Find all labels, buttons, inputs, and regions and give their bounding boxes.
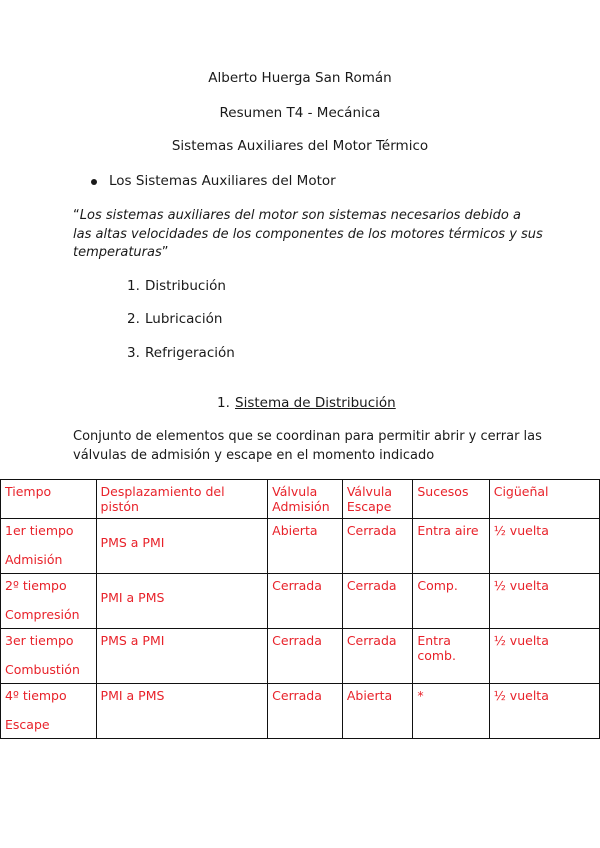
header-cell: Sucesos <box>413 480 489 519</box>
header-cell: Válvula Admisión <box>268 480 343 519</box>
escape-cell: Cerrada <box>342 629 413 684</box>
desplazamiento-cell <box>96 684 268 739</box>
header-cell: Cigüeñal <box>489 480 599 519</box>
list-number: 2. <box>127 311 140 327</box>
list-item <box>127 311 222 327</box>
ciguenal-cell: ½ vuelta <box>489 629 599 684</box>
section-title: Sistema de Distribución <box>235 395 396 411</box>
quote-open-mark: “ <box>73 208 80 223</box>
tiempo-cell <box>1 519 97 574</box>
quote-close-mark: ” <box>161 245 169 260</box>
desplazamiento-value: PMS a PMI <box>100 535 165 550</box>
section-description: Conjunto de elementos que se coordinan para permitir abrir y cerrar las válvulas de admisión y escape en el momento indicado <box>73 429 542 463</box>
tiempo-label: 4º tiempo <box>5 688 67 703</box>
fase-label: Compresión <box>5 607 80 622</box>
bullet-item: Los Sistemas Auxiliares del Motor <box>109 173 336 189</box>
ciguenal-cell: ½ vuelta <box>489 684 599 739</box>
escape-cell: Cerrada <box>342 519 413 574</box>
list-number: 1. <box>127 278 140 294</box>
author-name: Alberto Huerga San Román <box>208 70 392 86</box>
header-cell: Válvula Escape <box>342 480 413 519</box>
fase-label: Admisión <box>5 552 63 567</box>
admision-cell: Cerrada <box>268 574 343 629</box>
distribution-table <box>0 479 600 739</box>
desplazamiento-cell <box>96 574 268 629</box>
tiempo-label: 1er tiempo <box>5 523 74 538</box>
list-label: Distribución <box>145 278 226 294</box>
list-label: Refrigeración <box>145 345 235 361</box>
admision-cell: Cerrada <box>268 629 343 684</box>
list-label: Lubricación <box>145 311 223 327</box>
quote-text: Los sistemas auxiliares del motor son sistemas necesarios debido a las altas velocidades de los componentes de los motores térmicos y sus temperaturas <box>73 208 543 260</box>
section-number: 1. <box>217 395 230 411</box>
bullet-icon <box>91 179 97 185</box>
admision-cell: Cerrada <box>268 684 343 739</box>
tiempo-label: 2º tiempo <box>5 578 67 593</box>
desplazamiento-cell <box>96 519 268 574</box>
tiempo-label: 3er tiempo <box>5 633 74 648</box>
admision-cell: Abierta <box>268 519 343 574</box>
escape-cell: Cerrada <box>342 574 413 629</box>
list-item <box>127 345 235 361</box>
list-item <box>127 278 226 294</box>
table-row <box>1 684 600 739</box>
sucesos-cell: Entra comb. <box>413 629 489 684</box>
header-cell: Desplazamiento del pistón <box>96 480 268 519</box>
escape-cell: Abierta <box>342 684 413 739</box>
table-header-row <box>1 480 600 519</box>
sucesos-cell: Entra aire <box>413 519 489 574</box>
sucesos-cell: Comp. <box>413 574 489 629</box>
tiempo-cell <box>1 684 97 739</box>
sucesos-cell: * <box>413 684 489 739</box>
table-row <box>1 574 600 629</box>
section-heading <box>217 395 396 411</box>
desplazamiento-value: PMI a PMS <box>100 688 165 703</box>
document-title: Sistemas Auxiliares del Motor Térmico <box>171 138 429 154</box>
fase-label: Escape <box>5 717 50 732</box>
document-subtitle: Resumen T4 - Mecánica <box>219 105 381 121</box>
desplazamiento-value: PMI a PMS <box>100 590 165 605</box>
desplazamiento-cell <box>96 629 268 684</box>
quote-block <box>73 207 543 263</box>
fase-label: Combustión <box>5 662 80 677</box>
tiempo-cell <box>1 574 97 629</box>
desplazamiento-value: PMS a PMI <box>100 633 165 648</box>
header-cell: Tiempo <box>1 480 97 519</box>
tiempo-cell <box>1 629 97 684</box>
list-number: 3. <box>127 345 140 361</box>
table-row <box>1 519 600 574</box>
table-row <box>1 629 600 684</box>
ciguenal-cell: ½ vuelta <box>489 574 599 629</box>
ciguenal-cell: ½ vuelta <box>489 519 599 574</box>
